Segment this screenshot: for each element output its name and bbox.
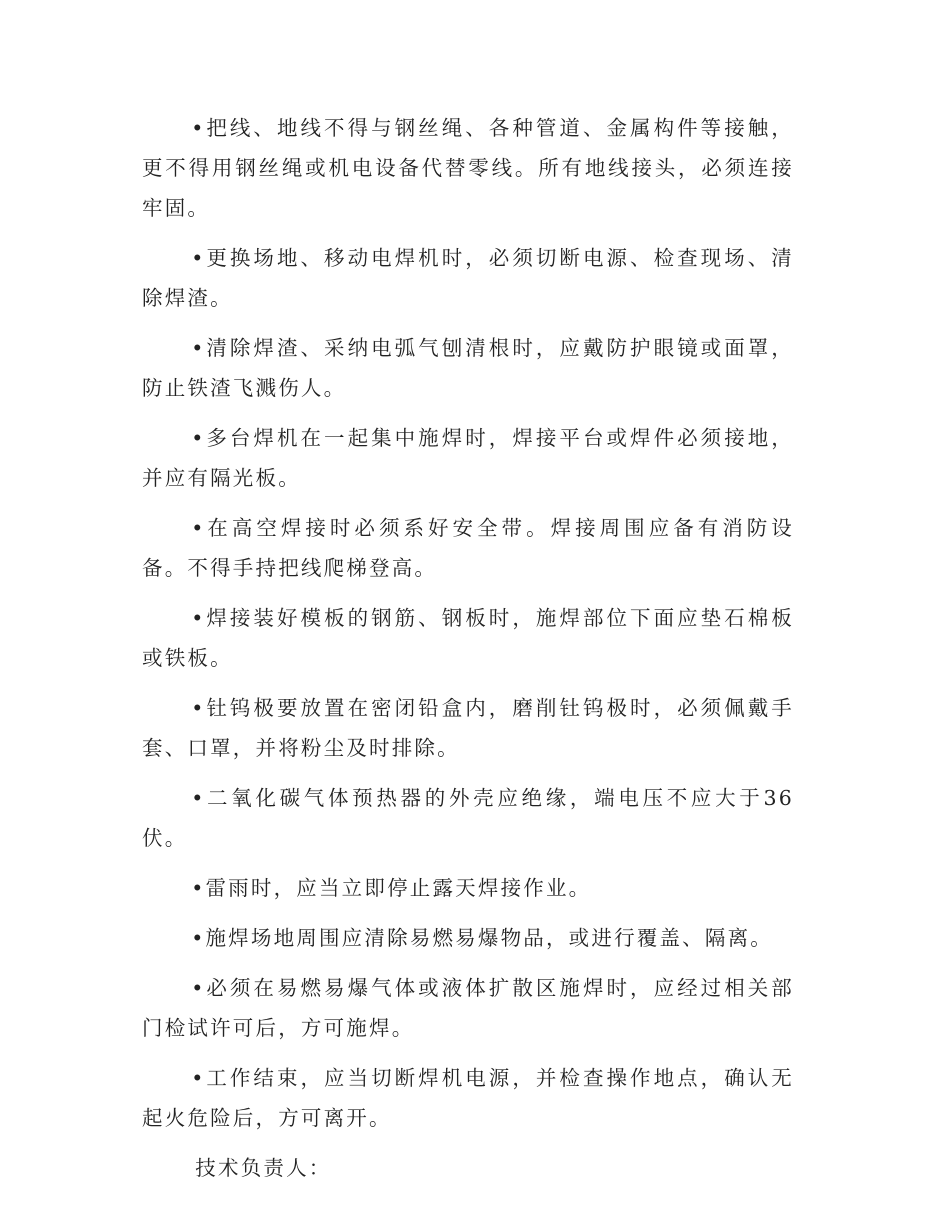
- rule-paragraph-3: •清除焊渣、采纳电弧气刨清根时，应戴防护眼镜或面罩，防止铁渣飞溅伤人。: [142, 336, 794, 400]
- rule-paragraph-7: •钍钨极要放置在密闭铅盒内，磨削钍钨极时，必须佩戴手套、口罩，并将粉尘及时排除。: [142, 696, 794, 760]
- rule-paragraph-6: •焊接装好模板的钢筋、钢板时，施焊部位下面应垫石棉板或铁板。: [142, 606, 794, 670]
- rule-paragraph-11: •必须在易燃易爆气体或液体扩散区施焊时，应经过相关部门检试许可后，方可施焊。: [142, 976, 794, 1040]
- rule-paragraph-1: •把线、地线不得与钢丝绳、各种管道、金属构件等接触，更不得用钢丝绳或机电设备代替零线。所有地线接头，必须连接牢固。: [142, 116, 794, 220]
- rule-paragraph-4: •多台焊机在一起集中施焊时，焊接平台或焊件必须接地，并应有隔光板。: [142, 426, 794, 490]
- rule-paragraph-8: •二氧化碳气体预热器的外壳应绝缘，端电压不应大于36伏。: [142, 786, 794, 850]
- rule-paragraph-9: •雷雨时，应当立即停止露天焊接作业。: [191, 876, 592, 900]
- rule-paragraph-12: •工作结束，应当切断焊机电源，并检查操作地点，确认无起火危险后，方可离开。: [142, 1066, 794, 1130]
- rule-paragraph-5: •在高空焊接时必须系好安全带。焊接周围应备有消防设备。不得手持把线爬梯登高。: [142, 516, 794, 580]
- signature-label: 技术负责人：: [195, 1156, 332, 1180]
- rule-paragraph-10: •施焊场地周围应清除易燃易爆物品，或进行覆盖、隔离。: [191, 926, 773, 950]
- rule-paragraph-2: •更换场地、移动电焊机时，必须切断电源、检查现场、清除焊渣。: [142, 246, 794, 310]
- document-body: [142, 108, 794, 1188]
